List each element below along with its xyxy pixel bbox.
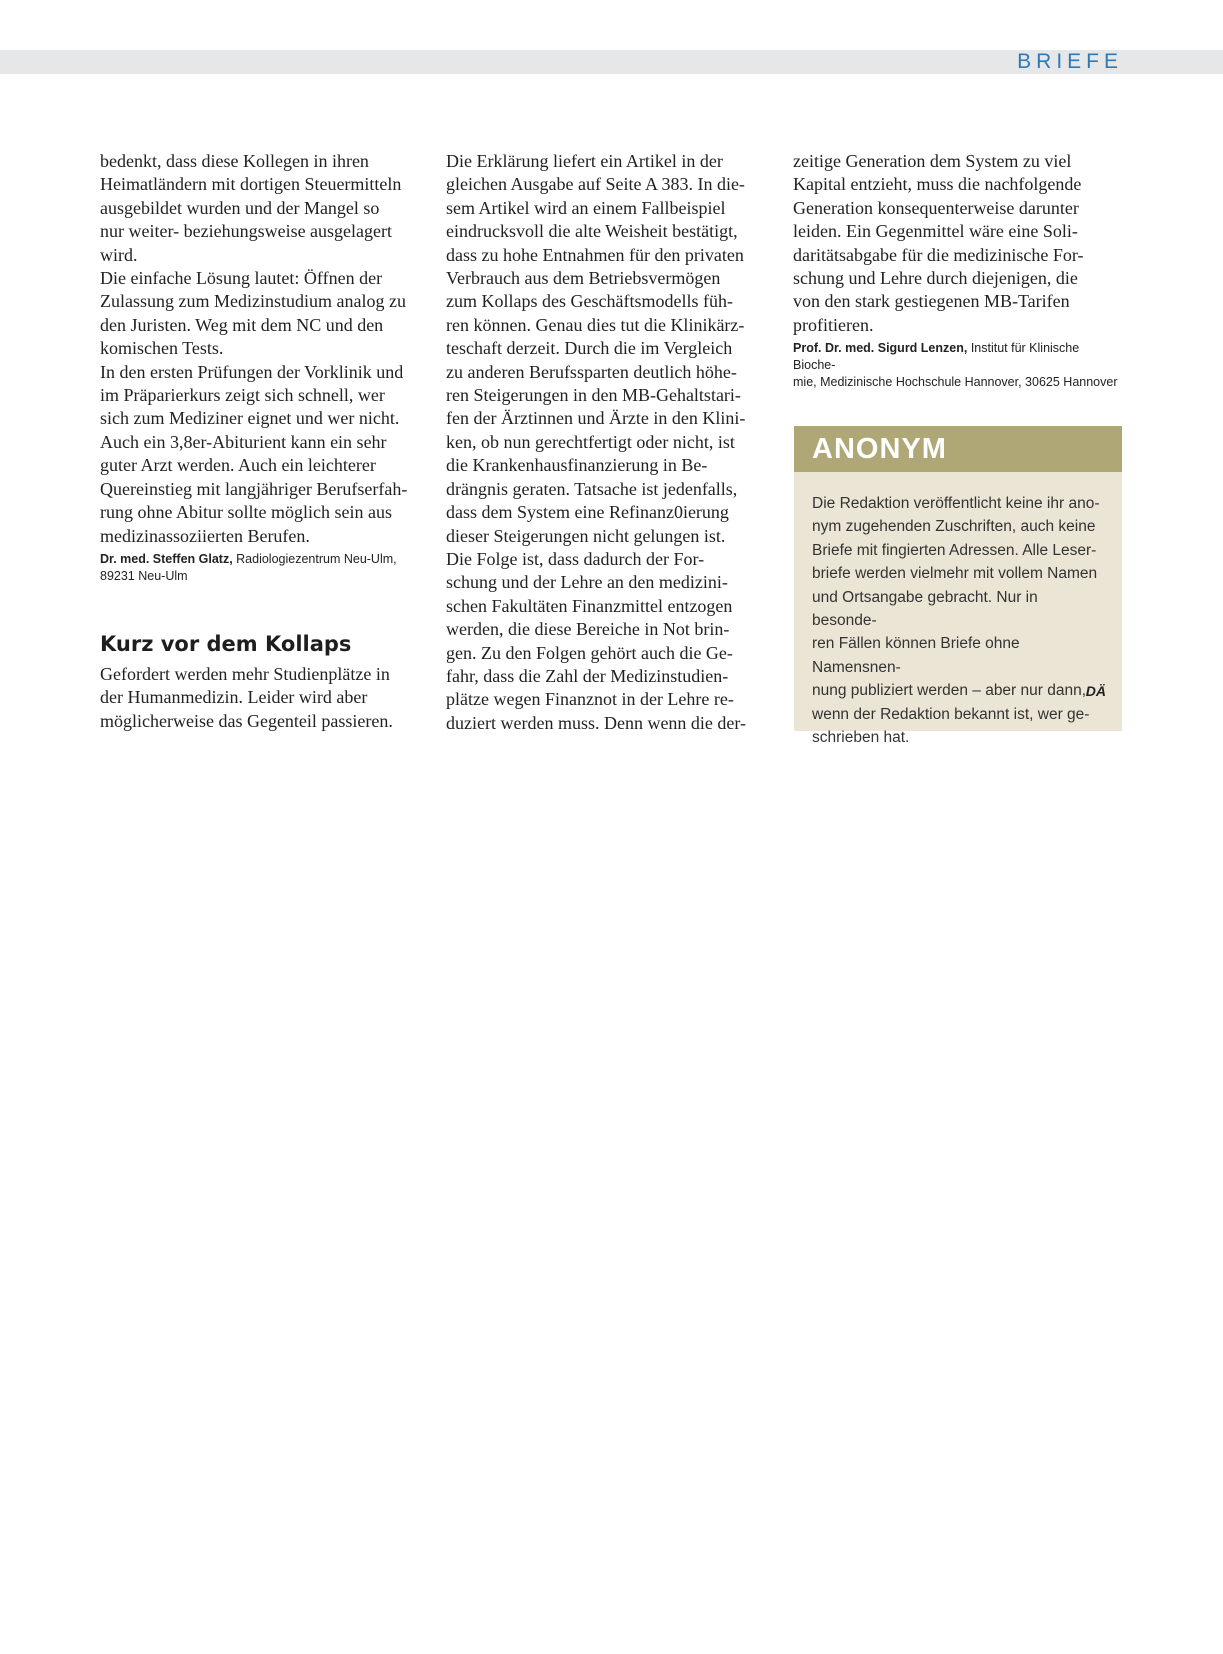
letter-body: zeitige Generation dem System zu viel Kapital entzieht, muss die nachfolgende Generation konsequenterweise darunter leiden. Ein Gegenmittel wäre eine Soli- daritätsabgabe für die medizinische For- schung und Lehre durch diejenigen, die von den stark gestiegenen MB-Tarifen profitieren. [793, 151, 1084, 335]
notice-text: Die Redaktion veröffentlicht keine ihr ano- nym zugehenden Zuschriften, auch keine Briefe mit fingierten Adressen. Alle Leser- briefe werden vielmehr mit vollem Namen und Ortsangabe gebracht. Nur in besonde- ren Fällen können Briefe ohne Namensnen- nung publiziert werden – aber nur dann, wenn der Redaktion bekannt ist, wer ge- schrieben hat. [812, 495, 1100, 747]
notice-signature: DÄ [1085, 683, 1106, 699]
notice-title: ANONYM [794, 426, 1122, 472]
letter-signature [100, 551, 430, 585]
column-2 [446, 150, 776, 735]
author-name: Dr. med. Steffen Glatz, [100, 551, 233, 566]
letter-body-start: Gefordert werden mehr Studienplätze in der Humanmedizin. Leider wird aber möglicherweise das Gegenteil passieren. [100, 663, 393, 731]
column-1 [100, 150, 430, 733]
letter-signature [793, 340, 1123, 391]
section-label: BRIEFE [1017, 50, 1123, 73]
author-affiliation: Institut für Klinische Bioche- mie, Medizinische Hochschule Hannover, 30625 Hannover [793, 341, 1118, 390]
author-name: Prof. Dr. med. Sigurd Lenzen, [793, 341, 968, 356]
letter-body-end: bedenkt, dass diese Kollegen in ihren Heimatländern mit dortigen Steuermitteln ausgebildet wurden und der Mangel so nur weiter- beziehungsweise ausgelagert wird. Die einfache Lösung lautet: Öffnen der Zulassung zum Medizinstudium analog zu den Juristen. Weg mit dem NC und den komischen Tests. In den ersten Prüfungen der Vorklinik und im Präparierkurs zeigt sich schnell, wer sich zum Mediziner eignet und wer nicht. Auch ein 3,8er-Abiturient kann ein sehr guter Arzt werden. Auch ein leichterer Quereinstieg mit langjähriger Berufserfah- rung ohne Abitur sollte möglich sein aus medizinassoziierten Berufen. [100, 151, 408, 546]
column-3 [793, 150, 1123, 391]
letter-body: Die Erklärung liefert ein Artikel in der gleichen Ausgabe auf Seite A 383. In die- sem Artikel wird an einem Fallbeispiel eindrucksvoll die alte Weisheit bestätigt, dass zu hohe Entnahmen für den privaten Verbrauch aus dem Betriebsvermögen zum Kollaps des Geschäftsmodells füh- ren können. Genau dies tut die Klinikärz- teschaft derzeit. Durch die im Vergleich zu anderen Berufssparten deutlich höhe- ren Steigerungen in den MB-Gehaltstari- fen der Ärztinnen und Ärzte in den Klini- ken, ob nun gerechtfertigt oder nicht, ist die Krankenhausfinanzierung in Be- drängnis geraten. Tatsache ist jedenfalls, dass dem System eine Refinanz0ierung dieser Steigerungen nicht gelungen ist. Die Folge ist, dass dadurch der For- schung und der Lehre an den medizini- schen Fakultäten Finanzmittel entzogen werden, die diese Bereiche in Not brin- gen. Zu den Folgen gehört auch die Ge- fahr, dass die Zahl der Medizinstudien- plätze wegen Finanznot in der Lehre re- duziert werden muss. Denn wenn die der- [446, 151, 747, 733]
author-affiliation: Radiologiezentrum Neu-Ulm, 89231 Neu-Ulm [100, 551, 397, 583]
anonym-notice-box [794, 426, 1122, 747]
letter-heading: Kurz vor dem Kollaps [100, 631, 352, 656]
